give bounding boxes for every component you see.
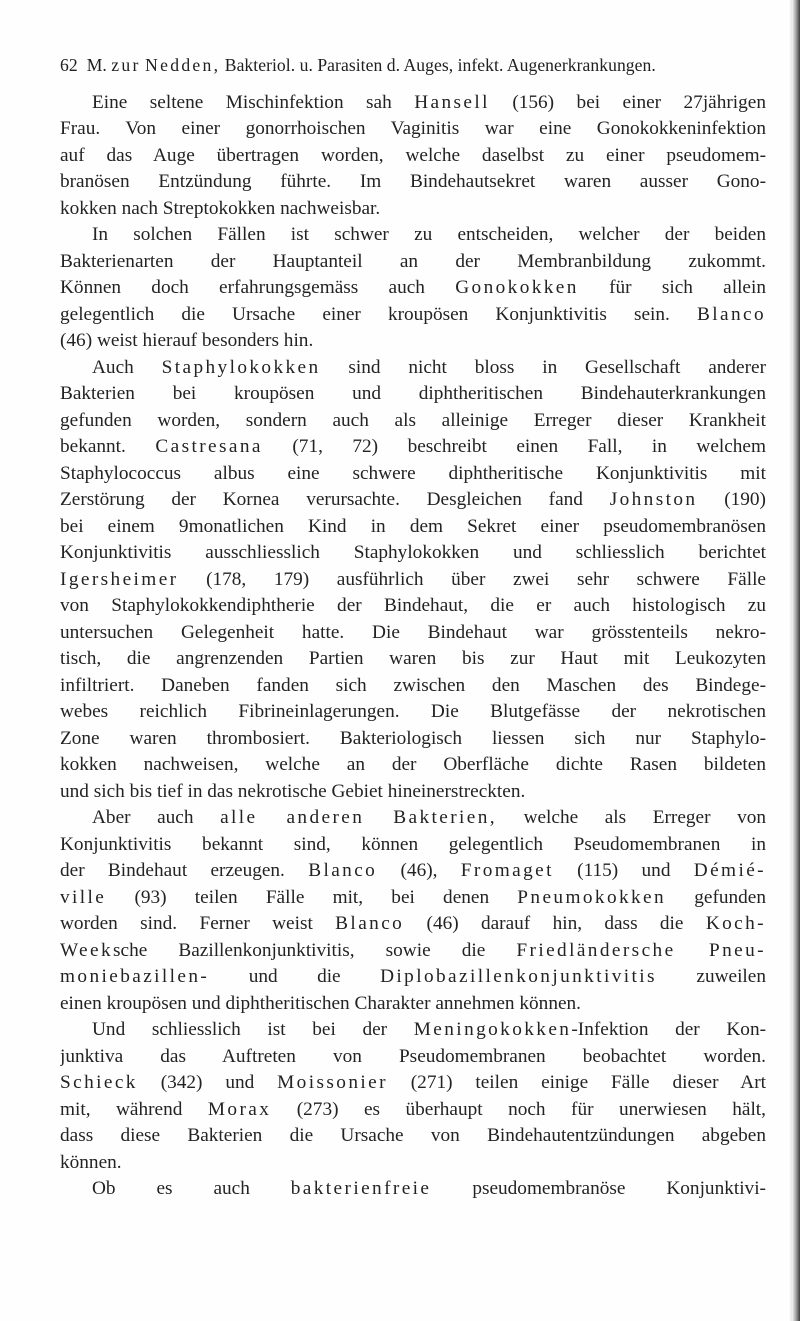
text-run: Auch [92,356,162,378]
spaced-name: Blanco [696,303,766,325]
text-line [60,540,766,567]
text-run: (342) und [137,1072,278,1093]
text-line [60,1097,766,1124]
text-run: Eine seltene Mischinfektion sah [92,91,415,113]
text-run: und sich bis tief in das nekrotische Gebiet hineinerstreckten. [60,780,526,802]
text-run: kokken nachweisen, welche an der Oberfläche dichte Rasen bildeten [60,754,766,775]
spaced-name: Friedländersche Pneu- [516,939,766,961]
spaced-name: Week [60,939,114,961]
running-header [60,55,770,76]
text-line [60,408,766,435]
text-line [60,938,766,965]
text-run: gefunden worden, sondern auch als alleinige Erreger dieser Krankheit [60,409,766,431]
text-line [60,1044,766,1071]
text-line [60,302,766,329]
text-run: (115) und [553,860,694,881]
text-run: Können doch erfahrungsgemäss auch [60,277,456,298]
header-author-zur: zur [111,55,141,75]
text-line [60,196,766,223]
spaced-name: alle anderen Bakterien, [220,807,498,828]
text-line [60,858,766,885]
text-run: (46), [377,860,461,881]
text-run: (273) es überhaupt noch für unerwiesen hält, [271,1098,766,1120]
spaced-name: Diplobazillenkonjunktivitis [380,966,657,987]
text-run: (46) darauf hin, dass die [404,913,706,934]
spaced-name: Johnston [609,489,698,510]
text-line [60,1150,766,1177]
spaced-name: Blanco [308,860,378,881]
spaced-name: Igersheimer [60,568,179,590]
header-author-name: Nedden, [145,55,221,75]
spaced-name: Gonokokken [455,277,579,298]
spaced-name: Moissonier [277,1072,388,1093]
text-line [60,726,766,753]
text-run: -Infektion der Kon- [571,1019,766,1040]
text-run: (271) teilen einige Fälle dieser Art [387,1072,766,1093]
text-line [60,275,766,302]
text-run: junktiva das Auftreten von Pseudomembranen beobachtet worden. [60,1045,766,1067]
text-run: branösen Entzündung führte. Im Bindehautsekret waren ausser Gono- [60,171,766,192]
text-line [60,620,766,647]
spaced-name: ville [60,886,107,908]
text-run: infiltriert. Daneben fanden sich zwischen den Maschen des Bindege- [60,674,766,696]
text-run: (93) teilen Fälle mit, bei denen [106,886,518,908]
text-run: zuweilen [656,966,766,987]
text-line [60,116,766,143]
text-line [60,964,766,991]
body-text [60,90,766,1203]
text-run: (156) bei einer 27jährigen [489,91,766,113]
text-line [60,1123,766,1150]
text-run: tisch, die angrenzenden Partien waren bis zur Haut mit Leukozyten [60,648,766,669]
text-run: Zerstörung der Kornea verursachte. Desgleichen fand [60,489,610,510]
text-line [60,1070,766,1097]
text-run: für sich allein [578,277,766,298]
text-run: untersuchen Gelegenheit hatte. Die Bindehaut war grösstenteils nekro- [60,621,766,643]
spaced-name: Fromaget [460,860,554,881]
text-run: (178, 179) ausführlich über zwei sehr schwere Fälle [178,568,766,590]
text-run: Konjunktivitis ausschliesslich Staphylokokken und schliesslich berichtet [60,542,766,563]
page-number: 62 [60,55,78,75]
text-line [60,169,766,196]
text-line [60,752,766,779]
text-line [60,646,766,673]
text-line [60,328,766,355]
text-run: Frau. Von einer gonorrhoischen Vaginitis war eine Gonokokkeninfektion [60,118,766,139]
text-line [60,249,766,276]
text-run: Konjunktivitis bekannt sind, können gelegentlich Pseudomembranen in [60,833,766,855]
text-line [60,487,766,514]
text-line [60,567,766,594]
text-line [60,699,766,726]
text-run: Bakterien bei kroupösen und diphtheritischen Bindehauterkrankungen [60,383,766,404]
text-run: bei einem 9monatlichen Kind in dem Sekret einer pseudomembranösen [60,515,766,537]
text-run: bekannt. [60,436,156,457]
text-run: (190) [697,489,766,510]
text-run: mit, während [60,1098,208,1120]
text-run: von Staphylokokkendiphtherie der Bindehaut, die er auch histologisch zu [60,595,766,616]
text-run: der Bindehaut erzeugen. [60,860,309,881]
text-line [60,514,766,541]
spaced-name: Morax [207,1098,272,1120]
text-run: auf das Auge übertragen worden, welche daselbst zu einer pseudomem- [60,144,766,166]
text-run: einen kroupösen und diphtheritischen Charakter annehmen können. [60,992,581,1014]
text-line [60,832,766,859]
text-run: dass diese Bakterien die Ursache von Bindehautentzündungen abgeben [60,1125,766,1146]
text-run: webes reichlich Fibrineinlagerungen. Die Blutgefässe der nekrotischen [60,701,766,722]
text-run: sche Bazillenkonjunktivitis, sowie die [113,939,517,961]
text-line [60,991,766,1018]
text-run: welche als Erreger von [497,807,766,828]
text-run: sind nicht bloss in Gesellschaft anderer [320,356,766,378]
text-run: Und schliesslich ist bei der [92,1019,414,1040]
page-edge-shadow [792,0,800,1321]
text-line [60,143,766,170]
text-run: (46) weist hierauf besonders hin. [60,330,314,351]
text-run: kokken nach Streptokokken nachweisbar. [60,197,381,219]
header-author-prefix: M. [86,55,112,75]
text-run: In solchen Fällen ist schwer zu entscheiden, welcher der beiden [92,224,766,245]
header-title: Bakteriol. u. Parasiten d. Auges, infekt. Augenerkrankungen. [220,55,656,75]
text-run: Staphylococcus albus eine schwere diphtheritische Konjunktivitis mit [60,462,766,484]
spaced-name: Hansell [414,91,490,113]
text-line [60,381,766,408]
spaced-name: Staphylokokken [161,356,321,378]
text-line [60,434,766,461]
text-run: gelegentlich die Ursache einer kroupösen Konjunktivitis sein. [60,303,697,325]
text-line [60,222,766,249]
spaced-name: moniebazillen- [60,966,210,987]
spaced-name: Schieck [60,1072,138,1093]
spaced-name: Koch- [705,913,766,934]
text-line [60,1017,766,1044]
spaced-name: Castresana [155,436,263,457]
spaced-name: Démié- [693,860,766,881]
text-line [60,805,766,832]
text-line [60,673,766,700]
text-run: Bakterienarten der Hauptanteil an der Membranbildung zukommt. [60,250,766,272]
text-run: Ob es auch [92,1178,291,1199]
text-run: (71, 72) beschreibt einen Fall, in welchem [262,436,766,457]
text-line [60,461,766,488]
spaced-name: Pneumokokken [517,886,667,908]
text-run: gefunden [666,886,766,908]
text-line [60,90,766,117]
text-run: worden sind. Ferner weist [60,913,336,934]
text-run: pseudomembranöse Konjunktivi- [431,1178,766,1199]
text-line [60,779,766,806]
spaced-name: bakterienfreie [290,1178,432,1199]
text-run: und die [209,966,381,987]
spaced-name: Blanco [335,913,405,934]
text-line [60,355,766,382]
text-run: Aber auch [92,807,221,828]
spaced-name: Meningokokken [413,1019,572,1040]
text-run: können. [60,1151,122,1173]
text-line [60,1176,766,1203]
text-run: Zone waren thrombosiert. Bakteriologisch liessen sich nur Staphylo- [60,727,766,749]
text-line [60,911,766,938]
text-line [60,593,766,620]
text-line [60,885,766,912]
